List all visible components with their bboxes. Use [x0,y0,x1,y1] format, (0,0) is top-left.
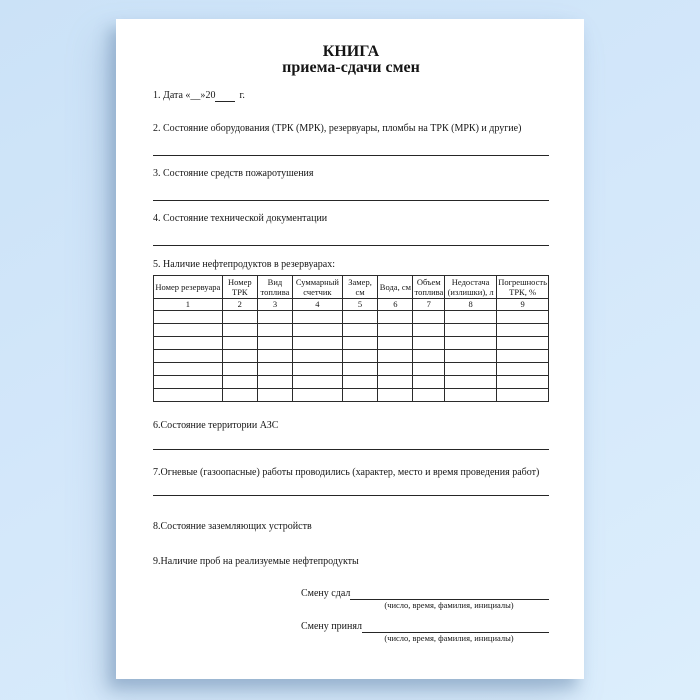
section-5-header [153,258,549,271]
table-cell-empty [154,389,223,402]
document-title: КНИГА [322,43,380,60]
document-page [116,19,584,679]
date-label: 1. Дата «__» [153,90,206,101]
table-header-cell: Погрешность ТРК, % [498,277,548,297]
table-header-cell: Недостача (излишки), л [445,276,497,299]
table-cell-empty [154,363,223,376]
field-4-continuation-line [153,232,549,246]
table-header-cell: Объем топлива [414,277,444,297]
table-cell-empty [445,350,497,363]
table-row [154,363,549,376]
field-8-label: 8.Состояние заземляющих устройств [153,521,312,532]
table-cell-empty [497,363,549,376]
table-cell-empty [222,389,257,402]
table-cell-empty [257,389,292,402]
table-cell-empty [222,376,257,389]
table-cell-empty [378,337,413,350]
table-column-number: 8 [445,299,497,311]
table-cell-empty [257,363,292,376]
table-cell-empty [413,376,445,389]
table-cell-empty [257,376,292,389]
table-header-cell: Вода, см [378,276,413,299]
table-column-number: 6 [378,299,413,311]
table-cell-empty [222,337,257,350]
field-2-equipment [153,122,549,135]
signature-accepted-line [362,621,549,633]
signature-handed-over-label: Смену сдал [301,588,351,599]
field-7-label: 7.Огневые (газоопасные) работы проводились (характер, место и время проведения работ) [153,467,540,478]
table-cell-empty [445,337,497,350]
field-3-label: 3. Состояние средств пожаротушения [153,168,314,179]
table-row [154,350,549,363]
table-cell-empty [342,337,378,350]
table-cell-empty [413,337,445,350]
table-cell-empty [378,350,413,363]
table-cell-empty [342,376,378,389]
table-column-number-row [154,299,549,311]
table-header-cell: Замер, см [342,276,378,299]
table-header-row [154,276,549,299]
table-cell-empty [413,350,445,363]
field-2-continuation-line [153,142,549,156]
table-header-cell: Суммарный счетчик [293,276,343,299]
date-year-blank-line [215,90,235,102]
table-column-number: 7 [413,299,445,311]
table-cell-empty [222,363,257,376]
signature-handed-over-caption: (число, время, фамилия, инициалы) [384,600,514,610]
table-cell-empty [342,350,378,363]
table-cell-empty [378,389,413,402]
field-6-continuation-line [153,436,549,450]
field-6-label: 6.Состояние территории АЗС [153,420,279,431]
field-1-date [153,89,395,102]
table-column-number: 9 [497,299,549,311]
field-2-label: 2. Состояние оборудования (ТРК (МРК), резервуары, пломбы на ТРК (МРК) и другие) [153,123,522,134]
table-cell-empty [154,311,223,324]
table-row [154,376,549,389]
table-cell-empty [445,389,497,402]
table-cell-empty [293,337,343,350]
table-header-cell: Номер ТРК [222,276,257,299]
table-column-number: 1 [154,299,223,311]
table-cell-empty [342,389,378,402]
signature-handed-over-row [301,587,549,600]
table-cell-empty [342,363,378,376]
table-cell-empty [497,350,549,363]
table-cell-empty [293,324,343,337]
table-cell-empty [445,363,497,376]
table-column-number: 3 [257,299,292,311]
oil-products-table [153,275,549,402]
table-cell-empty [497,337,549,350]
table-cell-empty [413,311,445,324]
table-row [154,324,549,337]
table-cell-empty [497,376,549,389]
signature-accepted-label: Смену принял [301,621,362,632]
table-cell-empty [293,363,343,376]
table-cell-empty [413,363,445,376]
table-cell-empty [154,337,223,350]
table-cell-empty [222,350,257,363]
table-cell-empty [293,389,343,402]
table-cell-empty [497,311,549,324]
table-cell-empty [293,376,343,389]
document-subtitle: приема-сдачи смен [282,59,420,76]
table-cell-empty [154,350,223,363]
signature-accepted-caption: (число, время, фамилия, инициалы) [384,633,514,643]
table-cell-empty [497,389,549,402]
table-cell-empty [445,376,497,389]
table-header-cell: Вид топлива [257,276,292,299]
table-row [154,389,549,402]
table-cell-empty [445,324,497,337]
table-cell-empty [378,324,413,337]
table-cell-empty [378,363,413,376]
table-cell-empty [497,324,549,337]
table-cell-empty [257,337,292,350]
table-cell-empty [342,311,378,324]
date-century: 20 [205,90,216,101]
field-8-grounding [153,520,549,533]
table-row [154,311,549,324]
field-6-territory [153,419,549,432]
signature-handed-over-line [350,588,549,600]
table-cell-empty [413,324,445,337]
table-cell-empty [222,324,257,337]
table-column-number: 4 [293,299,343,311]
signature-accepted-row [301,620,549,633]
table-cell-empty [413,389,445,402]
table-cell-empty [154,376,223,389]
table-cell-empty [154,324,223,337]
field-9-label: 9.Наличие проб на реализуемые нефтепродукты [153,556,359,567]
table-cell-empty [293,350,343,363]
table-cell-empty [257,311,292,324]
table-cell-empty [257,324,292,337]
table-cell-empty [293,311,343,324]
table-cell-empty [222,311,257,324]
page-content [116,19,584,679]
table-empty-rows [154,311,549,402]
field-3-continuation-line [153,187,549,201]
table-row [154,337,549,350]
table-header-cell: Номер резервуара [154,276,223,299]
field-7-continuation-line [153,482,549,496]
field-9-samples [153,555,549,568]
table-column-number: 2 [222,299,257,311]
table-cell-empty [445,311,497,324]
field-7-hot-works [153,466,549,479]
field-4-label: 4. Состояние технической документации [153,213,328,224]
field-4-documentation [153,212,549,225]
table-cell-empty [342,324,378,337]
field-3-fire-equipment [153,167,549,180]
table-cell-empty [257,350,292,363]
table-column-number: 5 [342,299,378,311]
date-year-suffix: г. [239,90,245,101]
table-cell-empty [378,376,413,389]
table-cell-empty [378,311,413,324]
section-5-label: 5. Наличие нефтепродуктов в резервуарах: [153,259,336,270]
